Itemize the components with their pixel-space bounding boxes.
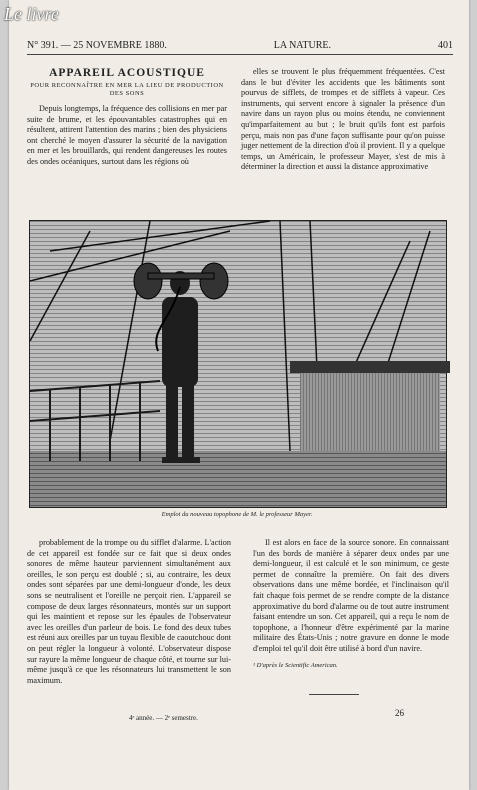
figure-caption: Emploi du nouveau topophone de M. le professeur Mayer. xyxy=(161,511,313,518)
paragraph: probablement de la trompe ou du sifflet d'alarme. L'action de cet appareil est fondée sur ce fait que si deux ondes sonores de même hauteur parviennent simultanément aux oreilles, le son perçu est doublé ; si, au contraire, les deux ondes sont séparées par une demi-longueur d'onde, les deux sons se neutralisent et l'oreille ne perçoit rien. L'appareil se compose de deux larges résonnateurs, montés sur un support qui les maintient et repose sur les épaules de l'observateur avec les oreilles d'un parleur de bois. Le fond des deux tubes est réuni aux oreilles par un tuyau flexible de caoutchouc dont on peut régler la longueur à volonté. L'observateur dispose sur rayure la même longueur de chaque côté, et tourne sur lui-même jusqu'à ce que les résonnateurs lui transmettent le son maximum. xyxy=(27,538,231,685)
topophone-engraving xyxy=(30,221,446,507)
article-subtitle: POUR RECONNAÎTRE EN MER LA LIEU DE PRODUCTION DES SONS xyxy=(30,82,224,97)
sheet-signature: 26 xyxy=(395,708,404,718)
document-page xyxy=(9,0,469,790)
text-column-top-left xyxy=(27,104,227,214)
running-header xyxy=(27,40,453,55)
text-column-bottom-left xyxy=(27,538,231,708)
text-column-top-right xyxy=(241,67,445,217)
text-column-bottom-right xyxy=(253,538,449,653)
journal-name: LA NATURE. xyxy=(273,40,332,51)
watermark-logo: Le livre xyxy=(4,4,59,24)
footnote: ¹ D'après le Scientific American. xyxy=(253,662,338,669)
footnote-divider xyxy=(309,694,359,695)
volume-signature: 4ᵉ année. — 2ᵉ semestre. xyxy=(129,714,198,722)
engraving-illustration xyxy=(29,220,447,508)
paragraph: Il est alors en face de la source sonore. En connaissant l'un des bords de manière à séparer deux ondes par une demi-longueur, il est calculé et le son minimum, ce geste permet de connaître la première. On fait des divers observations dans une même bordée, et l'inclinaison qu'il fait chaque fois permet de se rendre compte de la distance approximative du bord d'alarme ou de tout autre instrument faisant entendre un son. Cet appareil, qui a reçu le nom de topophone, a l'honneur d'être expérimenté par la marine militaire des États-Unis ; notre gravure en donne le mode d'emploi tel qu'il doit être utilisé à bord d'un navire. xyxy=(253,538,449,653)
article-title: APPAREIL ACOUSTIQUE xyxy=(49,67,205,79)
issue-number: N° 391. — 25 NOVEMBRE 1880. xyxy=(27,40,167,51)
paragraph: Depuis longtemps, la fréquence des collisions en mer par suite de brume, et les épouvantables catastrophes qui en résultent, attirent l'attention des marins ; bien des physiciens ont cherché le moyen d'assurer la sécurité de la navigation en mer et les brouillards, qui rendent dangereuses les routes des ondes océaniques, surtout dans les régions où xyxy=(27,104,227,166)
paragraph: elles se trouvent le plus fréquemment fréquentées. C'est dans le but d'éviter les accidents que les bâtiments sont pourvus de sifflets, de trompes et de sifflets à vapeur. Ces instruments, qui servent encore à signaler la présence d'un navire dans un rayon plus ou moins étendu, ne conviennent qu'imparfaitement au but ; le bruit qu'ils font est parfois perçu, mais non pas d'une façon suffisante pour qu'on puisse juger nettement de la direction d'où il provient. Il y a quelque temps, un Américain, le professeur Mayer, s'est de mis à déterminer la direction et aussi la distance approximative xyxy=(241,67,445,172)
page-number: 401 xyxy=(437,40,453,51)
